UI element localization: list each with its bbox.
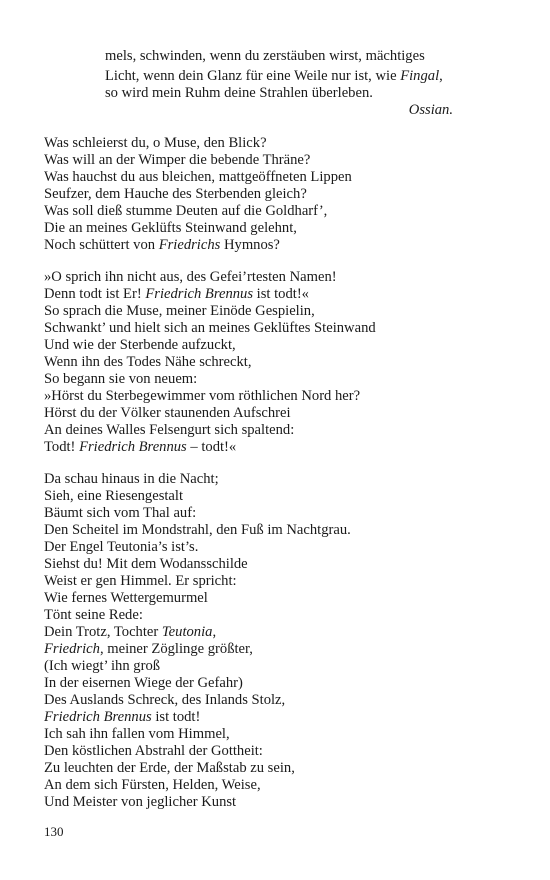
poem-text: Hymnos? (220, 237, 280, 253)
poem-line: So begann sie von neuem: (44, 371, 198, 387)
poem-line: Tönt seine Rede: (44, 607, 143, 623)
poem-line: Der Engel Teutonia’s ist’s. (44, 539, 199, 555)
poem-line: An dem sich Fürsten, Helden, Weise, (44, 777, 261, 793)
poem-line: Und wie der Sterbende aufzuckt, (44, 337, 236, 353)
motto-attribution: Ossian. (408, 102, 453, 118)
poem-text: Todt! (44, 439, 80, 455)
poem-line: In der eisernen Wiege der Gefahr) (44, 675, 243, 691)
poem-line: Die an meines Geklüfts Steinwand gelehnt, (44, 220, 297, 236)
poem-line: Und Meister von jeglicher Kunst (44, 794, 237, 810)
poem-line: Sieh, eine Riesengestalt (44, 488, 184, 504)
motto-text: , (439, 68, 443, 84)
poem-line: Was schleierst du, o Muse, den Blick? (44, 135, 267, 151)
poem-line: Seufzer, dem Hauche des Sterbenden gleich? (44, 186, 307, 202)
motto-line: so wird mein Ruhm deine Strahlen überleben. (105, 85, 373, 101)
poem-text: Noch schüttert von (44, 237, 159, 253)
poem-line: Weist er gen Himmel. Er spricht: (44, 573, 237, 589)
poem-line: »Hörst du Sterbegewimmer vom röthlichen Nord her? (44, 388, 361, 404)
poem-line: »O sprich ihn nicht aus, des Gefei’rtesten Namen! (44, 269, 337, 285)
poem-line: Des Auslands Schreck, des Inlands Stolz, (44, 692, 286, 708)
poem-name: Friedrich (44, 641, 100, 657)
motto-line: mels, schwinden, wenn du zerstäuben wirst, mächtiges (105, 48, 425, 64)
poem-line: Ich sah ihn fallen vom Himmel, (44, 726, 230, 742)
poem-line: Schwankt’ und hielt sich an meines Geklüftes Steinwand (44, 320, 376, 336)
poem-name: Friedrich Brennus (44, 709, 152, 725)
poem-line (44, 624, 216, 641)
poem-name: Teutonia (161, 624, 213, 640)
page-number: 130 (44, 824, 64, 839)
poem-text: Denn todt ist Er! (44, 286, 146, 302)
motto-name: Fingal (400, 68, 440, 84)
poem-text: , meiner Zöglinge größter, (99, 641, 253, 657)
poem-line (44, 237, 280, 254)
motto-text: Licht, wenn dein Glanz für eine Weile nur ist, wie (105, 68, 401, 84)
poem-line (44, 709, 200, 726)
poem-line: Wie fernes Wettergemurmel (44, 590, 208, 606)
poem-name: Friedrich Brennus (79, 439, 187, 455)
poem-line: Den köstlichen Abstrahl der Gottheit: (44, 743, 263, 759)
poem-line: Siehst du! Mit dem Wodansschilde (44, 556, 248, 572)
poem-line: Hörst du der Völker staunenden Aufschrei (44, 405, 291, 421)
poem-line: Da schau hinaus in die Nacht; (44, 471, 219, 487)
poem-name: Friedrichs (158, 237, 221, 253)
poem-text: Dein Trotz, Tochter (44, 624, 162, 640)
poem-line: Was will an der Wimper die bebende Thräne? (44, 152, 311, 168)
poem-line: An deines Walles Felsengurt sich spaltend: (44, 422, 295, 438)
poem-text: ist todt!« (253, 286, 309, 302)
motto-line (105, 68, 443, 85)
poem-name: Friedrich Brennus (145, 286, 254, 302)
poem-text: – todt!« (186, 439, 237, 455)
poem-text: , (212, 624, 217, 640)
poem-line: Was hauchst du aus bleichen, mattgeöffneten Lippen (44, 169, 352, 185)
poem-line: (Ich wiegt’ ihn groß (44, 658, 161, 674)
poem-text: ist todt! (151, 709, 201, 725)
poem-line: Den Scheitel im Mondstrahl, den Fuß im Nachtgrau. (44, 522, 351, 538)
poem-line: Bäumt sich vom Thal auf: (44, 505, 197, 521)
poem-line: Wenn ihn des Todes Nähe schreckt, (44, 354, 252, 370)
poem-line: Zu leuchten der Erde, der Maßstab zu sein, (44, 760, 295, 776)
poem-line (44, 439, 236, 456)
poem-line (44, 286, 309, 303)
poem-line: So sprach die Muse, meiner Einöde Gespielin, (44, 303, 315, 319)
poem-line: Was soll dieß stumme Deuten auf die Goldharf’, (44, 203, 328, 219)
poem-line (44, 641, 253, 658)
